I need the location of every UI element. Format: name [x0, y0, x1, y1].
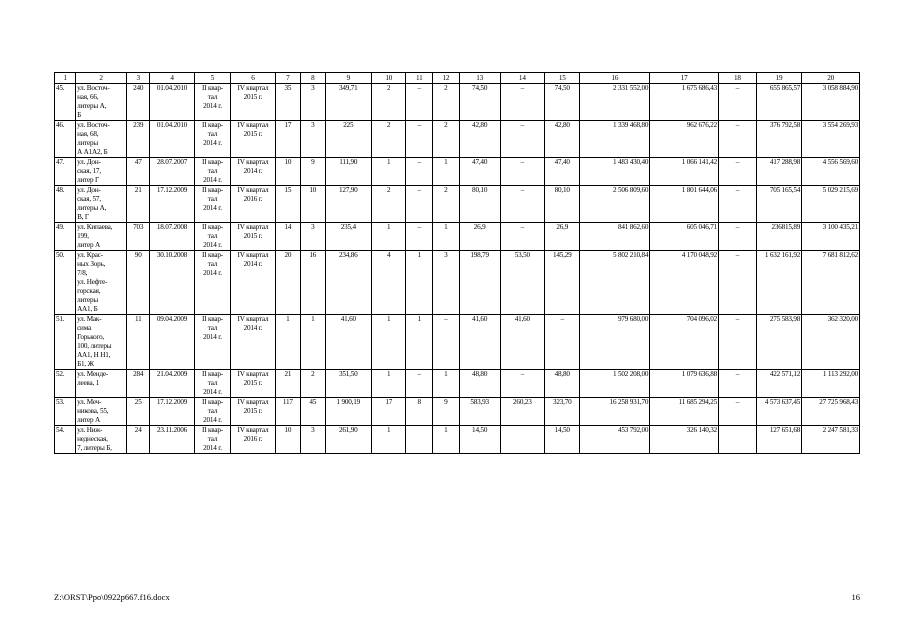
- table-cell: –: [719, 315, 757, 370]
- table-cell: 01.04.2010: [150, 84, 194, 121]
- table-cell: 225: [325, 121, 372, 158]
- table-cell: ул. Восточ- ная, 66, литеры А, Б: [76, 84, 127, 121]
- table-cell: 3: [301, 84, 325, 121]
- table-cell: 41,60: [500, 315, 544, 370]
- table-cell: –: [500, 121, 544, 158]
- table-cell: 261,90: [325, 426, 372, 454]
- table-cell: 349,71: [325, 84, 372, 121]
- table-cell: 48,80: [545, 370, 580, 398]
- table-cell: 1: [372, 370, 406, 398]
- column-header: 1: [55, 73, 76, 84]
- table-cell: 1: [406, 251, 433, 315]
- register-table: [54, 72, 860, 454]
- table-cell: 90: [127, 251, 150, 315]
- table-row: [55, 251, 860, 315]
- table-row: [55, 186, 860, 223]
- table-row: [55, 426, 860, 454]
- table-body: [55, 84, 860, 454]
- table-cell: 30.10.2008: [150, 251, 194, 315]
- table-cell: 453 792,00: [580, 426, 650, 454]
- table-cell: ул. Меч- никова, 55, литер А: [76, 398, 127, 426]
- table-cell: 52.: [55, 370, 76, 398]
- table-cell: II квар- тал 2014 г.: [194, 84, 231, 121]
- table-cell: –: [500, 84, 544, 121]
- table-cell: 605 046,71: [650, 223, 719, 251]
- table-cell: –: [719, 158, 757, 186]
- table-cell: 323,70: [545, 398, 580, 426]
- table-cell: 2 331 552,00: [580, 84, 650, 121]
- table-cell: II квар- тал 2014 г.: [194, 186, 231, 223]
- table-cell: 236815,89: [756, 223, 801, 251]
- table-cell: 14: [275, 223, 301, 251]
- table-cell: 23.11.2006: [150, 426, 194, 454]
- table-cell: –: [500, 158, 544, 186]
- table-cell: 2: [433, 84, 460, 121]
- table-cell: 47,40: [545, 158, 580, 186]
- table-cell: –: [406, 223, 433, 251]
- column-header: 9: [325, 73, 372, 84]
- table-cell: II квар- тал 2014 г.: [194, 251, 231, 315]
- table-cell: 362 320,00: [802, 315, 860, 370]
- table-cell: ул. Кипаева, 199, литер А: [76, 223, 127, 251]
- table-cell: 28.07.2007: [150, 158, 194, 186]
- table-cell: 3: [301, 426, 325, 454]
- table-row: [55, 315, 860, 370]
- column-header: 8: [301, 73, 325, 84]
- table-cell: 8: [406, 398, 433, 426]
- table-cell: 15: [275, 186, 301, 223]
- table-cell: 41,60: [325, 315, 372, 370]
- table-cell: 3: [433, 251, 460, 315]
- column-header: 11: [406, 73, 433, 84]
- table-row: [55, 223, 860, 251]
- column-header: 15: [545, 73, 580, 84]
- table-cell: 16: [301, 251, 325, 315]
- table-cell: ул. Мак- сима Горького, 100, литеры АА1, Н Н1, Б1, Ж: [76, 315, 127, 370]
- table-cell: 703: [127, 223, 150, 251]
- table-cell: 127,90: [325, 186, 372, 223]
- table-cell: 48.: [55, 186, 76, 223]
- table-cell: IV квартал 2015 г.: [231, 223, 275, 251]
- column-header: 13: [459, 73, 500, 84]
- table-cell: 42,80: [545, 121, 580, 158]
- table-cell: 275 583,98: [756, 315, 801, 370]
- table-cell: ул. Ниж- неднеская, 7, литеры Б,: [76, 426, 127, 454]
- table-cell: –: [719, 223, 757, 251]
- column-header: 10: [372, 73, 406, 84]
- table-cell: ул. Дон- ская, 17, литер Г: [76, 158, 127, 186]
- table-cell: 5 029 215,69: [802, 186, 860, 223]
- table-cell: 26,9: [459, 223, 500, 251]
- table-cell: 127 651,68: [756, 426, 801, 454]
- table-cell: –: [719, 398, 757, 426]
- table-cell: 3 554 269,93: [802, 121, 860, 158]
- table-cell: 54.: [55, 426, 76, 454]
- table-cell: –: [719, 251, 757, 315]
- column-header: 16: [580, 73, 650, 84]
- table-cell: 9: [433, 398, 460, 426]
- table-cell: 1: [433, 370, 460, 398]
- table-cell: 17.12.2009: [150, 186, 194, 223]
- table-cell: II квар- тал 2014 г.: [194, 121, 231, 158]
- table-cell: 3: [301, 223, 325, 251]
- table-cell: IV квартал 2014 г.: [231, 315, 275, 370]
- table-cell: –: [406, 370, 433, 398]
- table-cell: 14,50: [545, 426, 580, 454]
- table-cell: 46.: [55, 121, 76, 158]
- table-cell: 240: [127, 84, 150, 121]
- table-cell: 1: [372, 426, 406, 454]
- table-cell: 111,90: [325, 158, 372, 186]
- column-header: 7: [275, 73, 301, 84]
- table-cell: 09.04.2009: [150, 315, 194, 370]
- column-header: 17: [650, 73, 719, 84]
- table-cell: 45: [301, 398, 325, 426]
- table-cell: 979 680,00: [580, 315, 650, 370]
- table-cell: 1: [301, 315, 325, 370]
- table-cell: 01.04.2010: [150, 121, 194, 158]
- table-cell: 45.: [55, 84, 76, 121]
- table-cell: 2: [372, 186, 406, 223]
- table-cell: 1 675 686,43: [650, 84, 719, 121]
- table-cell: 5 802 210,84: [580, 251, 650, 315]
- table-cell: IV квартал 2015 г.: [231, 370, 275, 398]
- table-cell: 26,9: [545, 223, 580, 251]
- table-cell: 1 801 644,06: [650, 186, 719, 223]
- table-cell: 2: [372, 121, 406, 158]
- column-header: 14: [500, 73, 544, 84]
- page-number: 16: [851, 592, 860, 602]
- table-cell: 3 058 884,90: [802, 84, 860, 121]
- table-cell: 18.07.2008: [150, 223, 194, 251]
- table-cell: IV квартал 2015 г.: [231, 398, 275, 426]
- table-cell: 705 165,54: [756, 186, 801, 223]
- table-cell: 1 066 141,42: [650, 158, 719, 186]
- table-cell: 198,79: [459, 251, 500, 315]
- table-cell: –: [406, 186, 433, 223]
- table-cell: 2: [301, 370, 325, 398]
- table-cell: 48,80: [459, 370, 500, 398]
- table-row: [55, 398, 860, 426]
- table-cell: 655 865,57: [756, 84, 801, 121]
- table-cell: 35: [275, 84, 301, 121]
- table-cell: 47.: [55, 158, 76, 186]
- table-cell: 234,86: [325, 251, 372, 315]
- table-cell: 3 100 435,21: [802, 223, 860, 251]
- table-cell: 10: [275, 158, 301, 186]
- table-cell: 50.: [55, 251, 76, 315]
- table-cell: 16 258 931,70: [580, 398, 650, 426]
- table-cell: 1 079 636,88: [650, 370, 719, 398]
- table-cell: 260,23: [500, 398, 544, 426]
- table-row: [55, 84, 860, 121]
- table-cell: 51.: [55, 315, 76, 370]
- table-cell: II квар- тал 2014 г.: [194, 398, 231, 426]
- table-row: [55, 158, 860, 186]
- table-cell: [719, 426, 757, 454]
- table-cell: 3: [301, 121, 325, 158]
- table-cell: 351,50: [325, 370, 372, 398]
- table-cell: 4 556 569,60: [802, 158, 860, 186]
- table-cell: ул. Восточ- ная, 68, литеры А А1А2, Б: [76, 121, 127, 158]
- table-cell: 1: [372, 223, 406, 251]
- table-cell: 80,10: [459, 186, 500, 223]
- table-cell: ул. Дон- ская, 57, литеры А, В, Г: [76, 186, 127, 223]
- table-cell: 117: [275, 398, 301, 426]
- table-cell: IV квартал 2015 г.: [231, 84, 275, 121]
- table-cell: 1 900,19: [325, 398, 372, 426]
- table-cell: 74,50: [459, 84, 500, 121]
- column-header: 19: [756, 73, 801, 84]
- table-cell: 41,60: [459, 315, 500, 370]
- table-cell: –: [406, 158, 433, 186]
- table-cell: II квар- тал 2014 г.: [194, 426, 231, 454]
- table-row: [55, 121, 860, 158]
- table-cell: 145,29: [545, 251, 580, 315]
- table-cell: 1: [372, 158, 406, 186]
- table-cell: 1: [275, 315, 301, 370]
- table-cell: 21: [127, 186, 150, 223]
- table-cell: 10: [301, 186, 325, 223]
- column-header: 6: [231, 73, 275, 84]
- table-cell: 74,50: [545, 84, 580, 121]
- table-cell: 49.: [55, 223, 76, 251]
- table-cell: 11 685 294,25: [650, 398, 719, 426]
- column-header: 20: [802, 73, 860, 84]
- table-cell: 583,93: [459, 398, 500, 426]
- table-cell: 1: [433, 158, 460, 186]
- table-cell: 20: [275, 251, 301, 315]
- table-cell: –: [500, 370, 544, 398]
- table-row: [55, 370, 860, 398]
- table-cell: ул. Крас- ных Зорь, 7/8, ул. Нефте- горская, литеры АА1, Б: [76, 251, 127, 315]
- table-cell: 14,50: [459, 426, 500, 454]
- table-cell: 47,40: [459, 158, 500, 186]
- column-header: 18: [719, 73, 757, 84]
- table-cell: 1: [433, 426, 460, 454]
- table-cell: –: [406, 121, 433, 158]
- table-cell: ул. Менде- леева, 1: [76, 370, 127, 398]
- table-cell: 284: [127, 370, 150, 398]
- table-cell: 2: [372, 84, 406, 121]
- table-cell: –: [500, 186, 544, 223]
- column-number-row: [55, 73, 860, 84]
- table-cell: 9: [301, 158, 325, 186]
- table-cell: 962 676,22: [650, 121, 719, 158]
- table-cell: 10: [275, 426, 301, 454]
- column-header: 5: [194, 73, 231, 84]
- table-cell: 53.: [55, 398, 76, 426]
- table-cell: –: [719, 370, 757, 398]
- table-cell: 80,10: [545, 186, 580, 223]
- table-cell: 17: [372, 398, 406, 426]
- table-cell: 21.04.2009: [150, 370, 194, 398]
- column-header: 12: [433, 73, 460, 84]
- table-cell: 2 247 581,33: [802, 426, 860, 454]
- table-cell: 1: [433, 223, 460, 251]
- table-cell: II квар- тал 2014 г.: [194, 158, 231, 186]
- table-cell: 235,4: [325, 223, 372, 251]
- table-cell: 1 502 208,00: [580, 370, 650, 398]
- table-cell: 17: [275, 121, 301, 158]
- table-cell: 17.12.2009: [150, 398, 194, 426]
- table-cell: 326 140,32: [650, 426, 719, 454]
- table-cell: IV квартал 2014 г.: [231, 251, 275, 315]
- table-cell: [500, 426, 544, 454]
- table-cell: 2: [433, 186, 460, 223]
- file-path: Z:\ORST\Ppo\0922p667.f16.docx: [54, 592, 170, 602]
- table-cell: 4 573 637,45: [756, 398, 801, 426]
- column-header: 2: [76, 73, 127, 84]
- table-cell: 25: [127, 398, 150, 426]
- table-cell: 417 288,98: [756, 158, 801, 186]
- table-cell: 422 571,12: [756, 370, 801, 398]
- table-cell: 1 632 161,92: [756, 251, 801, 315]
- table-cell: 21: [275, 370, 301, 398]
- table-cell: 2 506 809,60: [580, 186, 650, 223]
- table-cell: 704 096,02: [650, 315, 719, 370]
- table-cell: 1: [406, 315, 433, 370]
- table-cell: II квар- тал 2014 г.: [194, 315, 231, 370]
- table-cell: –: [545, 315, 580, 370]
- table-cell: 7 681 812,62: [802, 251, 860, 315]
- table-cell: 2: [433, 121, 460, 158]
- table-cell: IV квартал 2015 г.: [231, 121, 275, 158]
- table-cell: [406, 426, 433, 454]
- table-cell: 4: [372, 251, 406, 315]
- table-cell: 376 792,58: [756, 121, 801, 158]
- table-cell: 1 483 430,40: [580, 158, 650, 186]
- table-cell: –: [719, 186, 757, 223]
- table-cell: 53,50: [500, 251, 544, 315]
- table-cell: 239: [127, 121, 150, 158]
- table-cell: IV квартал 2016 г.: [231, 426, 275, 454]
- table-cell: 27 725 968,43: [802, 398, 860, 426]
- table-cell: –: [406, 84, 433, 121]
- table-cell: 1 339 468,80: [580, 121, 650, 158]
- table-cell: 4 170 048,92: [650, 251, 719, 315]
- table-cell: II квар- тал 2014 г.: [194, 223, 231, 251]
- table-cell: 1: [372, 315, 406, 370]
- table-cell: IV квартал 2014 г.: [231, 158, 275, 186]
- table-cell: 841 862,60: [580, 223, 650, 251]
- table-cell: 11: [127, 315, 150, 370]
- table-cell: 47: [127, 158, 150, 186]
- table-cell: 42,80: [459, 121, 500, 158]
- table-cell: 1 113 292,00: [802, 370, 860, 398]
- column-header: 3: [127, 73, 150, 84]
- table-cell: 24: [127, 426, 150, 454]
- table-cell: –: [719, 84, 757, 121]
- table-cell: –: [719, 121, 757, 158]
- table-cell: IV квартал 2016 г.: [231, 186, 275, 223]
- table-cell: –: [433, 315, 460, 370]
- table-cell: –: [500, 223, 544, 251]
- table-cell: II квар- тал 2014 г.: [194, 370, 231, 398]
- column-header: 4: [150, 73, 194, 84]
